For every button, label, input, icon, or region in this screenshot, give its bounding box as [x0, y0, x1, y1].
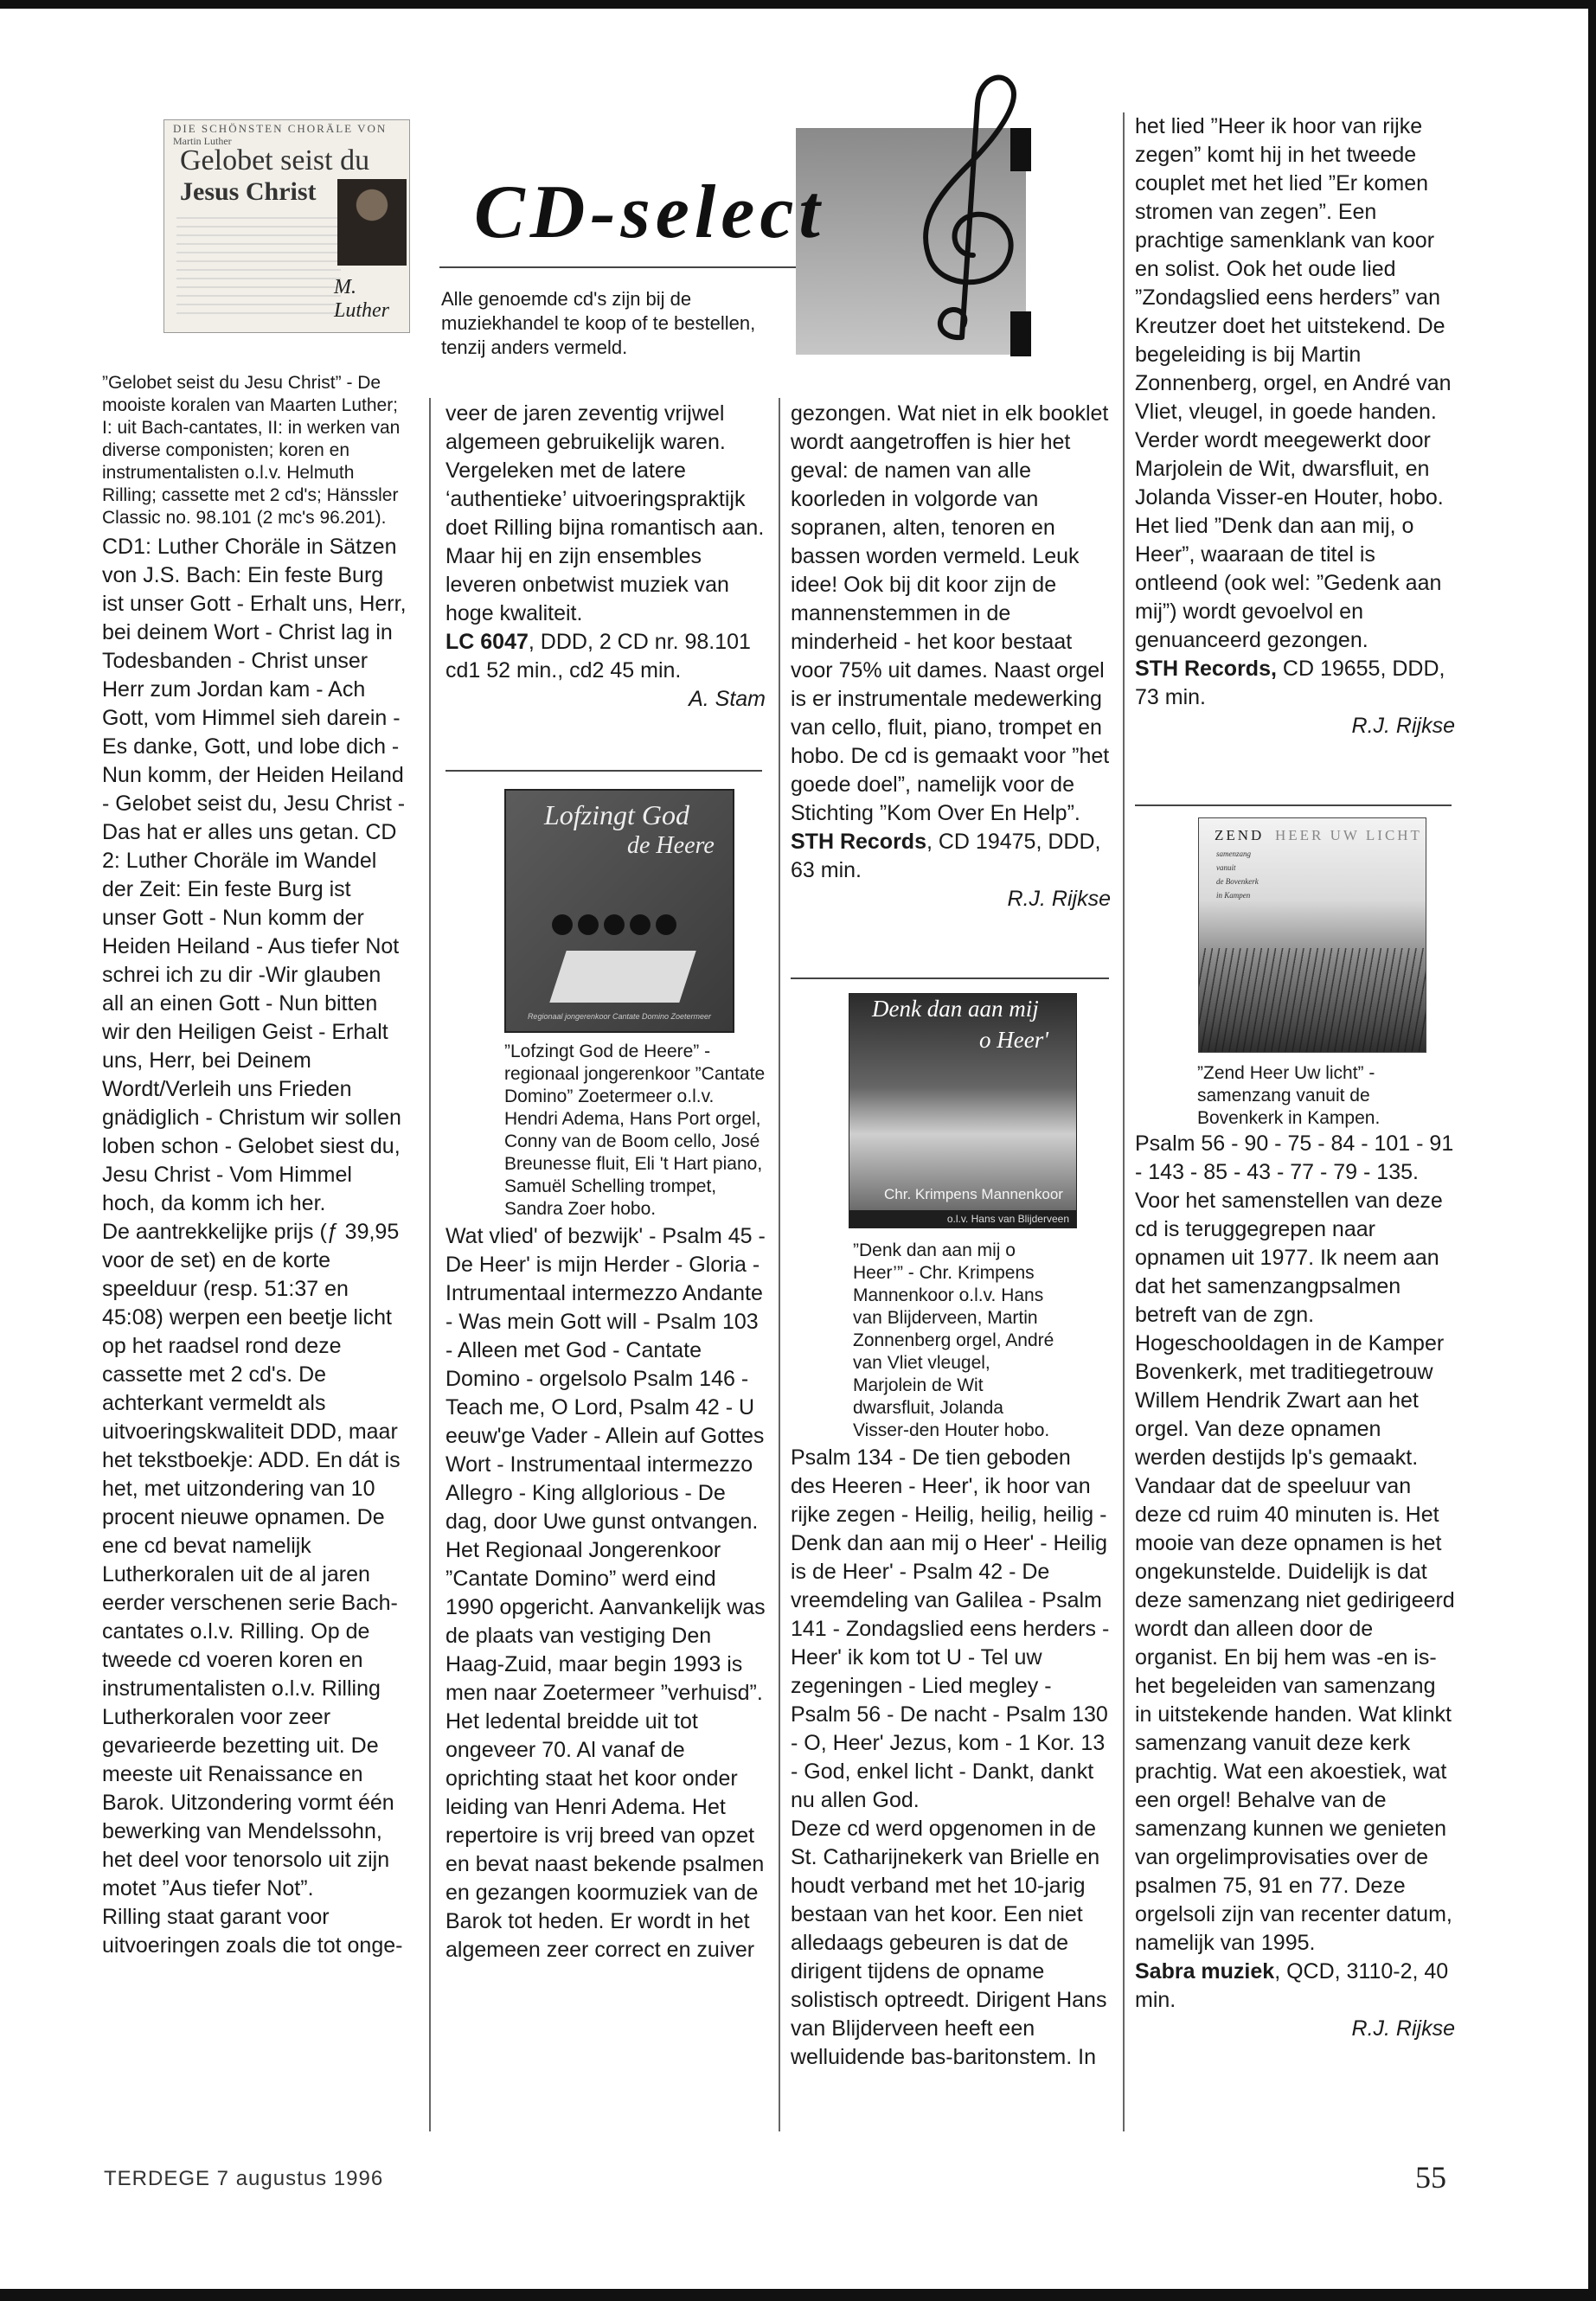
top-border	[0, 0, 1596, 9]
header-rule	[439, 266, 796, 268]
cover-denk-dir: o.l.v. Hans van Blijderveen	[849, 1210, 1076, 1227]
col1-caption: ”Gelobet seist du Jesu Christ” - De mooiste koralen van Maarten Luther; I: uit Bach-cantates, II: in werken van diverse componisten; koren en instrumentalisten o.l.v. Helmuth Rilling; cassette met 2 cd's; Hänssler Classic no. 98.101 (2 mc's 96.201).	[102, 373, 401, 528]
col4-label2: Sabra muziek	[1135, 1959, 1275, 1984]
col2-body: veer de jaren zeventig vrijwel algemeen gebruikelijk waren. Vergeleken met de latere ‘authentieke’ uitvoeringspraktijk doet Rilling bijna romantisch aan. Maar hij en zijn ensembles leveren onbetwist muziek van hoge kwaliteit.	[445, 401, 765, 625]
cover-lofzingt	[504, 789, 734, 1033]
col4-signature2: R.J. Rijkse	[1351, 2016, 1455, 2041]
column-2-lower	[445, 1041, 766, 1965]
col3-label-line	[791, 828, 1111, 885]
col3-body: gezongen. Wat niet in elk booklet wordt aangetroffen is hier het geval: de namen van alle koorleden in volgorde van sopranen, alten, tenoren en bassen worden vermeld. Leuk idee! Ook bij dit koor zijn de mannenstemmen in de minderheid - het koor bestaat voor 75% uit dames. Naast orgel is er instrumentale medewerking van cello, fluit, piano, trompet en hobo. De cd is gemaakt voor ”het goede doel”, namelijk voor de Stichting ”Kom Over En Help”.	[791, 401, 1110, 825]
cover-luther-small: Martin Luther	[173, 135, 232, 147]
footer-left: TERDEGE 7 augustus 1996	[104, 2167, 384, 2190]
cover-denk-choir: Chr. Krimpens Mannenkoor	[884, 1186, 1063, 1202]
col3-rule	[791, 977, 1109, 979]
cover-zend	[1198, 817, 1426, 1053]
col1-body2: De aantrekkelijke prijs (ƒ 39,95 voor de set) en de korte speelduur (resp. 51:37 en 45:08) werpen een beetje licht op het raadsel rond deze cassette met 2 cd's. De achterkant vermeldt als uitvoeringskwaliteit DDD, maar het tekstboekje: ADD. En dát is het, met uitzondering van 10 procent nieuwe opnamen. De ene cd bevat namelijk Lutherkoralen uit de al jaren eerder verschenen serie Bach-cantates o.l.v. Rilling. Op de tweede cd voeren koren en instrumentalisten o.l.v. Rilling Lutherkoralen voor zeer gevarieerde bezetting uit. De meeste uit Renaissance en Barok. Uitzondering vormt één bewerking van Mendelssohn, het deel voor tenorsolo uit zijn motet ”Aus tiefer Not”.	[102, 1220, 401, 1900]
cover-denk-title2: o Heer'	[979, 1027, 1048, 1053]
cover-luther-top: DIE SCHÖNSTEN CHORÄLE VON	[173, 122, 388, 135]
cover-luther-portrait	[337, 179, 407, 266]
cover-zend-sub3: de Bovenkerk	[1216, 877, 1259, 886]
col-separator-1	[429, 398, 431, 2131]
col1-body: CD1: Luther Choräle in Sätzen von J.S. Bach: Ein feste Burg ist unser Gott - Erhalt uns, Herr, bei deinem Wort - Christ lag in Todesbanden - Christ unser Herr zum Jordan kam - Ach Gott, vom Himmel sieh darein - Es danke, Gott, und lobe dich - Nun komm, der Heiden Heiland - Gelobet seist du, Jesu Christ - Das hat er alles uns getan. CD 2: Luther Choräle im Wandel der Zeit: Ein feste Burg ist unser Gott - Nun komm der Heiden Heiland - Aus tiefer Not schrei ich zu dir -Wir glauben all an einen Gott - Nun bitten wir den Heiligen Geist - Erhalt uns, Herr, bei Deinem Wordt/Verleih uns Frieden gnädiglich - Christum wir sollen loben schon - Gelobet siest du, Jesu Christ - Vom Himmel hoch, da komm ich her.	[102, 535, 407, 1215]
col2-label-line	[445, 628, 766, 685]
col2-rule	[445, 770, 762, 772]
cover-zend-reeds	[1199, 948, 1426, 1052]
col4-label: STH Records,	[1135, 657, 1277, 681]
col3-label: STH Records	[791, 830, 926, 854]
col4-body: het lied ”Heer ik hoor van rijke zegen” komt hij in het tweede couplet met het lied ”Er komen stromen van zegen”. Een prachtige samenklank van koor en solist. Ook het oude lied ”Zondagslied eens herders” van Kreutzer doet het uitstekend. De begeleiding is bij Martin Zonnenberg, orgel, en André van Vliet, vleugel, in goede handen. Verder wordt meegewerkt door Marjolein de Wit, dwarsfluit, en Jolanda Visser-en Houter, hobo. Het lied ”Denk dan aan mij, o Heer”, waaraan de titel is ontleend (ook wel: ”Gedenk aan mij”) wordt gevoelvol en genuanceerd gezongen.	[1135, 114, 1452, 652]
col4-body3: Voor het samenstellen van deze cd is teruggegrepen naar opnamen uit 1977. Ik neem aan dat het samenzangpsalmen betreft van de zgn. Hogeschooldagen in de Kamper Bovenkerk, met traditiegetrouw Willem Hendrik Zwart aan het orgel. Van deze opnamen werden destijds lp's gemaakt. Vandaar dat de speeluur van deze cd ruim 40 minuten is. Het mooie van deze opnamen is het ongekunstelde. Duidelijk is dat deze samenzang niet gedirigeerd wordt dan alleen door de organist. En bij hem was -en is- het begeleiden van samenzang in uitstekende handen. Wat klinkt samenzang vanuit deze kerk prachtig. Wat een akoestiek, wat een orgel! Behalve van de samenzang kunnen we genieten van orgelimprovisaties over de psalmen 75, 91 en 77. Deze orgelsoli zijn van recenter datum, namelijk van 1995.	[1135, 1189, 1455, 1955]
cover-luther-title2: Jesus Christ	[180, 177, 317, 206]
col3-signature: R.J. Rijkse	[1007, 887, 1111, 911]
cover-lofzingt-sub: Regionaal jongerenkoor Cantate Domino Zoetermeer	[527, 1012, 712, 1021]
col2-signature: A. Stam	[689, 687, 766, 711]
col4-label2-line	[1135, 1958, 1455, 2015]
cover-lofzingt-choir	[549, 903, 679, 946]
cover-lofzingt-title2: de Heere	[627, 832, 715, 859]
cover-zend-title1: ZEND	[1215, 827, 1265, 843]
column-4-lower	[1135, 1062, 1455, 2043]
col3-body3: Deze cd werd opgenomen in de St. Catharijnekerk van Brielle en houdt verband met het 10-jarig bestaan van het koor. Een niet alledaags gebeuren is dat de dirigent tijdens de opname solistisch optreedt. Dirigent Hans van Blijderveen heeft een welluidende bas-baritonstem. In	[791, 1817, 1107, 2069]
col4-body2: Psalm 56 - 90 - 75 - 84 - 101 - 91 - 143 - 85 - 43 - 77 - 79 - 135.	[1135, 1131, 1454, 1184]
cover-denk-title1: Denk dan aan mij	[872, 996, 1039, 1022]
header-title: CD-select	[474, 170, 825, 254]
column-3-lower	[791, 1240, 1111, 2072]
treble-clef-icon	[882, 52, 1038, 346]
col2-body2: Wat vlied' of bezwijk' - Psalm 45 - De Heer' is mijn Herder - Gloria - Intrumentaal intermezzo Andante - Was mein Gott will - Psalm 103 - Alleen met God - Cantate Domino - orgelsolo Psalm 146 - Teach me, O Lord, Psalm 42 - U eeuw'ge Vader - Allein auf Gottes Wort - Instrumentaal intermezzo Allegro - King allglorious - De dag, door Uwe gunst ontvangen.	[445, 1224, 766, 1534]
header-intro: Alle genoemde cd's zijn bij de muziekhandel te koop of te bestellen, tenzij anders vermeld.	[441, 288, 756, 358]
cover-luther-signature: M. Luther	[334, 276, 390, 322]
col3-label-rest: , CD 19475, DDD, 63 min.	[791, 830, 1101, 882]
cover-zend-title2: HEER UW LICHT	[1275, 827, 1422, 843]
col-separator-3	[1123, 112, 1125, 2131]
column-2	[445, 400, 766, 714]
cover-lofzingt-score	[549, 951, 695, 1003]
cover-lofzingt-title1: Lofzingt God	[544, 799, 690, 830]
column-3	[791, 400, 1111, 913]
col4-caption: ”Zend Heer Uw licht” - samenzang vanuit de Bovenkerk in Kampen.	[1197, 1063, 1381, 1128]
cover-zend-sub4: in Kampen	[1216, 891, 1251, 900]
col4-label2-rest: , QCD, 3110-2, 40 min.	[1135, 1959, 1449, 2012]
col4-label-rest: CD 19655, DDD, 73 min.	[1135, 657, 1445, 709]
cover-luther-score	[176, 210, 341, 314]
col4-rule	[1135, 804, 1452, 806]
cover-zend-sub2: vanuit	[1216, 863, 1236, 872]
bottom-border	[0, 2289, 1596, 2301]
col-separator-2	[779, 398, 780, 2131]
right-border	[1588, 0, 1596, 2301]
column-1	[102, 372, 407, 1960]
cover-denk	[849, 993, 1077, 1228]
col2-body3: Het Regionaal Jongerenkoor ”Cantate Domino” werd eind 1990 opgericht. Aanvankelijk was de plaats van vestiging Den Haag-Zuid, maar begin 1993 is men naar Zoetermeer ”verhuisd”. Het ledental breidde uit tot ongeveer 70. Al vanaf de oprichting staat het koor onder leiding van Henri Adema. Het repertoire is vrij breed van opzet en bevat naast bekende psalmen en gezangen koormuziek van de Barok tot heden. Er wordt in het algemeen zeer correct en zuiver	[445, 1538, 766, 1962]
page-number: 55	[1415, 2160, 1446, 2195]
col3-body2: Psalm 134 - De tien geboden des Heeren - Heer', ik hoor van rijke zegen - Heilig, heilig, heilig - Denk dan aan mij o Heer' - Heilig is de Heer' - Psalm 42 - De vreemdeling van Galilea - Psalm 141 - Zondagslied eens herders - Heer' ik kom tot U - Tel uw zegeningen - Lied megley - Psalm 56 - De nacht - Psalm 130 - O, Heer' Jezus, kom - 1 Kor. 13 - God, enkel licht - Dankt, dankt nu allen God.	[791, 1445, 1110, 1812]
col1-body3: Rilling staat garant voor uitvoeringen zoals die tot onge-	[102, 1905, 403, 1958]
col2-label-rest: , DDD, 2 CD nr. 98.101 cd1 52 min., cd2 45 min.	[445, 630, 751, 683]
column-4	[1135, 112, 1455, 740]
cover-zend-sub1: samenzang	[1216, 849, 1251, 858]
col2-label: LC 6047	[445, 630, 529, 654]
cover-luther	[163, 119, 410, 333]
col3-caption: ”Denk dan aan mij o Heer’” - Chr. Krimpens Mannenkoor o.l.v. Hans van Blijderveen, Martin Zonnenberg orgel, André van Vliet vleugel, Marjolein de Wit dwarsfluit, Jolanda Visser-den Houter hobo.	[853, 1240, 1054, 1440]
col2-caption: ”Lofzingt God de Heere” - regionaal jongerenkoor ”Cantate Domino” Zoetermeer o.l.v. Hendri Adema, Hans Port orgel, Conny van de Boom cello, José Breunesse fluit, Eli 't Hart piano, Samuël Schelling trompet, Sandra Zoer hobo.	[504, 1042, 766, 1219]
col4-signature: R.J. Rijkse	[1351, 714, 1455, 738]
col4-label-line	[1135, 655, 1455, 712]
cover-luther-title1: Gelobet seist du	[180, 144, 370, 176]
